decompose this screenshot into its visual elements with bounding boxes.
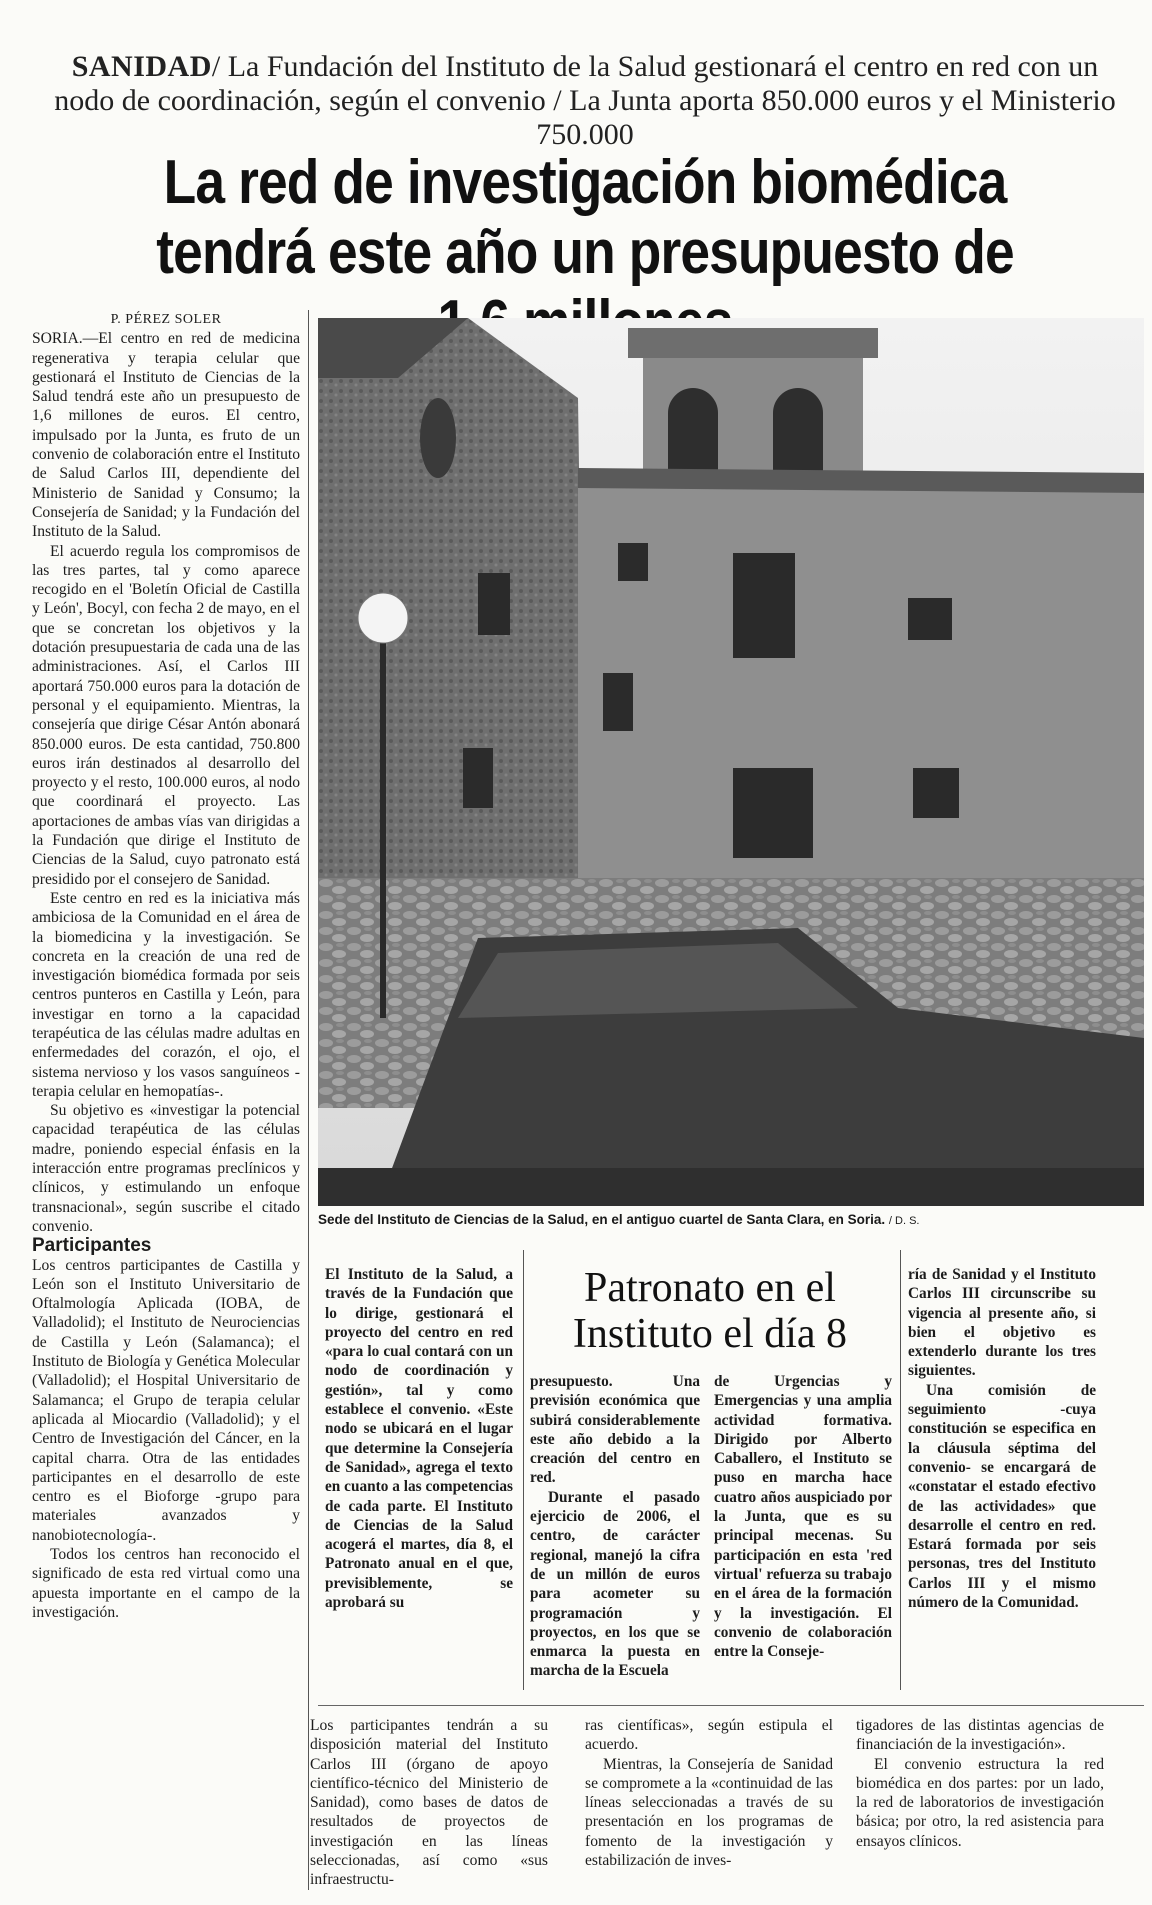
paragraph: tigadores de las distintas agencias de financiación de la investigación». [856,1717,1104,1754]
section-label: SANIDAD [71,50,212,83]
paragraph: Todos los centros han reconocido el significado de esta red virtual como una apuesta importante en el campo de la investigación. [32,1546,300,1621]
headline: La red de investigación biomédica tendrá este año un presupuesto de [156,148,1014,287]
box-column-2 [530,1372,700,1681]
photo-caption [318,1212,1144,1227]
box-rule-bottom [318,1705,1144,1706]
bottom-column-1 [310,1716,548,1890]
box-rule-left [523,1250,524,1690]
box-column-1 [325,1265,513,1612]
caption-text: Sede del Instituto de Ciencias de la Salud, en el antiguo cuartel de Santa Clara, en Soria. [318,1212,886,1227]
paragraph: Los centros participantes de Castilla y León son el Instituto Universitario de Oftalmología Aplicada (IOBA, de Valladolid); el Instituto de Neurociencias de Castilla y León (Salamanca); el Instituto de Biología y Genética Molecular (Valladolid); el Hospital Universitario de Salamanca; el Grupo de terapia celular aplicada al Miocardio (Valladolid); y el Centro de Investigación del Cáncer, en la capital charra. Otra de las entidades participantes en el desarrollo de este centro es el Bioforge -grupo para materiales avanzados y nanobiotecnología-. [32,1256,300,1544]
kicker [50,50,1120,152]
paragraph: El convenio estructura la red biomédica en dos partes: por un lado, la red de laboratorios de investigación básica; por otro, la red asistencia para ensayos clínicos. [856,1755,1104,1850]
kicker-text: / La Fundación del Instituto de la Salud gestionará el centro en red con un nodo de coordinación, según el convenio / La Junta aporta 850.000 euros y el Ministerio 750.000 [54,50,1116,151]
box-rule-right [900,1250,901,1690]
bottom-column-2 [585,1716,833,1870]
column-rule [308,310,309,1890]
paragraph: SORIA.—El centro en red de medicina regenerativa y terapia celular que gestionará el Instituto de Ciencias de la Salud tendrá este año un presupuesto de 1,6 millones de euros. El centro, impulsado por la Junta, es fruto de un convenio de colaboración entre el Instituto de Salud Carlos III, dependiente del Ministerio de Sanidad y Consumo; la Consejería de Sanidad; y la Fundación del Instituto de la Salud. [32,330,300,541]
paragraph: de Urgencias y Emergencias y una amplia actividad formativa. Dirigido por Alberto Caballero, el Instituto se puso en marcha hace cuatro años auspiciado por la Junta, que es su principal mecenas. Su participación en esta 'red virtual' refuerza su trabajo en el área de la formación y la investigación. El convenio de colaboración entre la Conseje- [714,1373,892,1661]
column-1 [32,310,300,1622]
paragraph: Una comisión de seguimiento -cuya constitución se especifica en la cláusula séptima del convenio- se encargará de «constatar el estado efectivo de las actividades» que desarrolle el centro en red. Estará formada por seis personas, tres del Instituto Carlos III y el mismo número de la Comunidad. [908,1381,1096,1612]
byline: P. PÉREZ SOLER [110,312,222,327]
photo-credit: / D. S. [888,1215,920,1227]
paragraph: Durante el pasado ejercicio de 2006, el centro, de carácter regional, manejó la cifra de un millón de euros para acometer su programación y proyectos, en los que se enmarca la puesta en marcha de la Escuela [530,1488,700,1680]
paragraph: Su objetivo es «investigar la potencial capacidad terapéutica de las células madre, poniendo especial énfasis en la interacción entre programas preclínicos y clínicos, y estimulando un enfoque transnacional», según suscribe el citado convenio. [32,1102,300,1235]
paragraph: Este centro en red es la iniciativa más ambiciosa de la Comunidad en el área de la biomedicina y la investigación. Se concreta en la creación de una red de investigación biomédica formada por seis centros punteros en Castilla y León, para investigar en torno a la capacidad terapéutica de las células madre adultas en enfermedades del corazón, el ojo, el sistema nervioso y los vasos sanguíneos -terapia celular en hemopatías-. [32,889,300,1100]
paragraph: presupuesto. Una previsión económica que subirá considerablemente este año debido a la creación del centro en red. [530,1373,700,1487]
paragraph: El Instituto de la Salud, a través de la Fundación que lo dirige, gestionará el proyecto del centro en red «para lo cual contará con un nodo de coordinación y gestión», tal y como establece el convenio. «Este nodo se ubicará en el lugar que determine la Consejería de Sanidad», agrega el texto en cuanto a las competencias de cada parte. El Instituto de Ciencias de la Salud acogerá el martes, día 8, el Patronato anual en el que, previsiblemente, se aprobará su [325,1266,513,1612]
building-photo [318,318,1144,1206]
paragraph: Mientras, la Consejería de Sanidad se compromete a la «continuidad de las líneas seleccionadas a través de su presentación en los programas de fomento de la investigación y estabilización de inves- [585,1755,833,1870]
paragraph: Los participantes tendrán a su disposición material del Instituto Carlos III (órgano de apoyo científico-técnico del Ministerio de Sanidad), como bases de datos de resultados de proyectos de investigación en las líneas seleccionadas, así como «sus infraestructu- [310,1717,548,1889]
building-photo-image [318,318,1144,1206]
box-title: Patronato en el Instituto el día 8 [572,1265,848,1357]
box-column-3 [714,1372,892,1661]
subhead-participantes: Participantes [32,1235,152,1257]
box-column-4 [908,1265,1096,1612]
paragraph: El acuerdo regula los compromisos de las tres partes, tal y como aparece recogido en el 'Boletín Oficial de Castilla y León', Bocyl, con fecha 2 de mayo, en el que se concretan los objetivos y la dotación presupuestaria de cada una de las administraciones. Así, el Carlos III aportará 750.000 euros para la dotación de personal y el equipamiento. Mientras, la consejería que dirige César Antón abonará 850.000 euros. De esta cantidad, 750.800 euros irán destinados al desarrollo del proyecto y el resto, 100.000 euros, al nodo que coordinará el proyecto. Las aportaciones de ambas vías van dirigidas a la Fundación que dirige el Instituto de Ciencias de la Salud, cuyo patronato está presidido por el consejero de Sanidad. [32,542,300,888]
paragraph: ría de Sanidad y el Instituto Carlos III circunscribe su vigencia al presente año, si bien el objetivo es extenderlo durante los tres siguientes. [908,1266,1096,1380]
bottom-column-3 [856,1716,1104,1851]
paragraph: ras científicas», según estipula el acuerdo. [585,1717,833,1754]
